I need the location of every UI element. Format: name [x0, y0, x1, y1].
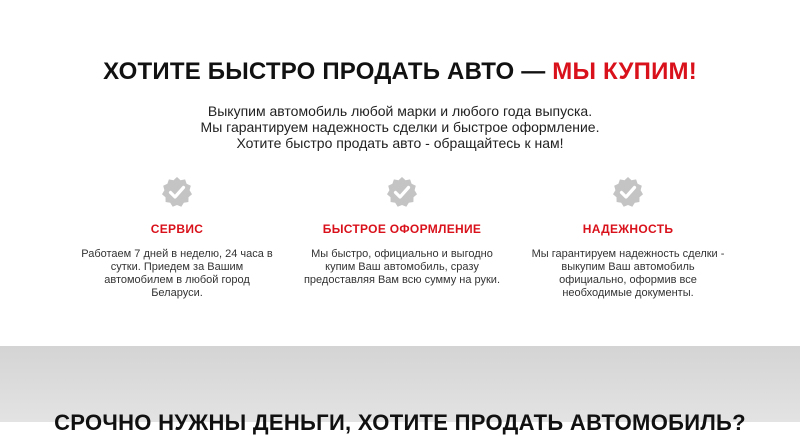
intro-line: Выкупим автомобиль любой марки и любого года выпуска. — [207, 103, 593, 119]
check-badge-icon — [161, 176, 193, 208]
feature-title: СЕРВИС — [150, 222, 204, 236]
intro-line: Мы гарантируем надежность сделки и быстрое оформление. — [200, 119, 600, 135]
check-badge-icon — [612, 176, 644, 208]
check-badge-icon — [386, 176, 418, 208]
cta-banner — [0, 346, 800, 436]
banner-title: СРОЧНО НУЖНЫ ДЕНЬГИ, ХОТИТЕ ПРОДАТЬ АВТОМОБИЛЬ? — [54, 410, 746, 436]
feature-service — [72, 176, 282, 300]
feature-reliability — [523, 176, 733, 300]
intro-text — [0, 103, 800, 151]
page-title — [0, 56, 800, 88]
intro-line: Хотите быстро продать авто - обращайтесь к нам! — [236, 135, 564, 151]
feature-text: Мы быстро, официально и выгодно купим Ваш автомобиль, сразу предоставляя Вам всю сумму на руки. — [303, 248, 501, 286]
feature-text: Мы гарантируем надежность сделки - выкупим Ваш автомобиль официально, оформив все необходимые документы. — [531, 248, 725, 299]
feature-text: Работаем 7 дней в неделю, 24 часа в сутки. Приедем за Вашим автомобилем в любой город Беларуси. — [81, 248, 273, 299]
page-title-main: ХОТИТЕ БЫСТРО ПРОДАТЬ АВТО — — [103, 58, 546, 85]
feature-title: БЫСТРОЕ ОФОРМЛЕНИЕ — [322, 222, 482, 236]
feature-title: НАДЕЖНОСТЬ — [582, 222, 674, 236]
feature-fast-processing — [297, 176, 507, 287]
page-title-accent: МЫ КУПИМ! — [552, 58, 697, 85]
